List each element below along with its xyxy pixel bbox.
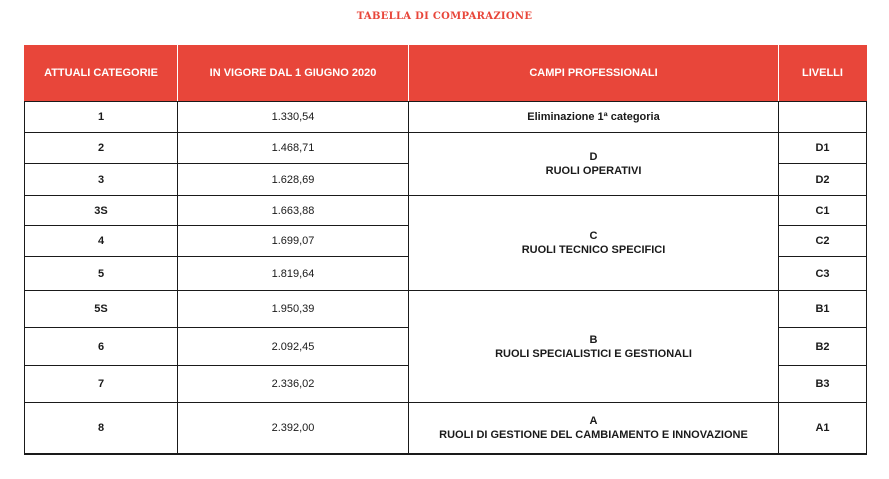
cell-valore: 1.330,54 bbox=[178, 102, 409, 133]
campo-b-letter: B bbox=[589, 333, 598, 346]
header-vigore: IN VIGORE DAL 1 GIUGNO 2020 bbox=[178, 45, 409, 102]
cell-valore: 1.699,07 bbox=[178, 226, 409, 257]
cell-categoria: 4 bbox=[25, 226, 178, 257]
comparison-table bbox=[24, 45, 867, 455]
cell-categoria: 3S bbox=[25, 196, 178, 226]
cell-campo-a bbox=[409, 403, 779, 454]
campo-b-name: RUOLI SPECIALISTICI E GESTIONALI bbox=[495, 347, 692, 360]
table-row bbox=[25, 403, 867, 454]
cell-livello: C2 bbox=[779, 226, 867, 257]
cell-valore: 1.819,64 bbox=[178, 257, 409, 291]
header-row bbox=[25, 45, 867, 102]
campo-a-name: RUOLI DI GESTIONE DEL CAMBIAMENTO E INNOVAZIONE bbox=[439, 428, 748, 441]
cell-livello bbox=[779, 102, 867, 133]
cell-categoria: 6 bbox=[25, 328, 178, 366]
campo-d-name: RUOLI OPERATIVI bbox=[545, 165, 642, 177]
cell-categoria: 3 bbox=[25, 164, 178, 196]
cell-livello: B2 bbox=[779, 328, 867, 366]
table-row bbox=[25, 196, 867, 226]
cell-livello: B3 bbox=[779, 366, 867, 403]
cell-categoria: 8 bbox=[25, 403, 178, 454]
cell-campo-d bbox=[409, 133, 779, 196]
cell-categoria: 2 bbox=[25, 133, 178, 164]
cell-valore: 1.468,71 bbox=[178, 133, 409, 164]
cell-valore: 1.663,88 bbox=[178, 196, 409, 226]
cell-valore: 2.392,00 bbox=[178, 403, 409, 454]
cell-livello: C1 bbox=[779, 196, 867, 226]
header-categorie: ATTUALI CATEGORIE bbox=[25, 45, 178, 102]
cell-livello: B1 bbox=[779, 291, 867, 328]
table-row bbox=[25, 291, 867, 328]
cell-livello: C3 bbox=[779, 257, 867, 291]
cell-valore: 2.336,02 bbox=[178, 366, 409, 403]
cell-livello: D2 bbox=[779, 164, 867, 196]
campo-c-letter: C bbox=[589, 230, 598, 242]
campo-d-letter: D bbox=[589, 151, 598, 163]
cell-campo-c bbox=[409, 196, 779, 291]
cell-campo-b bbox=[409, 291, 779, 403]
cell-valore: 1.950,39 bbox=[178, 291, 409, 328]
table-row bbox=[25, 102, 867, 133]
header-campi: CAMPI PROFESSIONALI bbox=[409, 45, 779, 102]
cell-livello: D1 bbox=[779, 133, 867, 164]
cell-valore: 2.092,45 bbox=[178, 328, 409, 366]
table-title: TABELLA DI COMPARAZIONE bbox=[356, 11, 533, 22]
campo-c-name: RUOLI TECNICO SPECIFICI bbox=[521, 244, 666, 256]
cell-campo-eliminazione: Eliminazione 1ª categoria bbox=[409, 102, 779, 133]
cell-categoria: 5S bbox=[25, 291, 178, 328]
table-row bbox=[25, 133, 867, 164]
cell-valore: 1.628,69 bbox=[178, 164, 409, 196]
cell-livello: A1 bbox=[779, 403, 867, 454]
cell-categoria: 5 bbox=[25, 257, 178, 291]
header-livelli: LIVELLI bbox=[779, 45, 867, 102]
cell-categoria: 7 bbox=[25, 366, 178, 403]
campo-a-letter: A bbox=[589, 414, 598, 427]
cell-categoria: 1 bbox=[25, 102, 178, 133]
